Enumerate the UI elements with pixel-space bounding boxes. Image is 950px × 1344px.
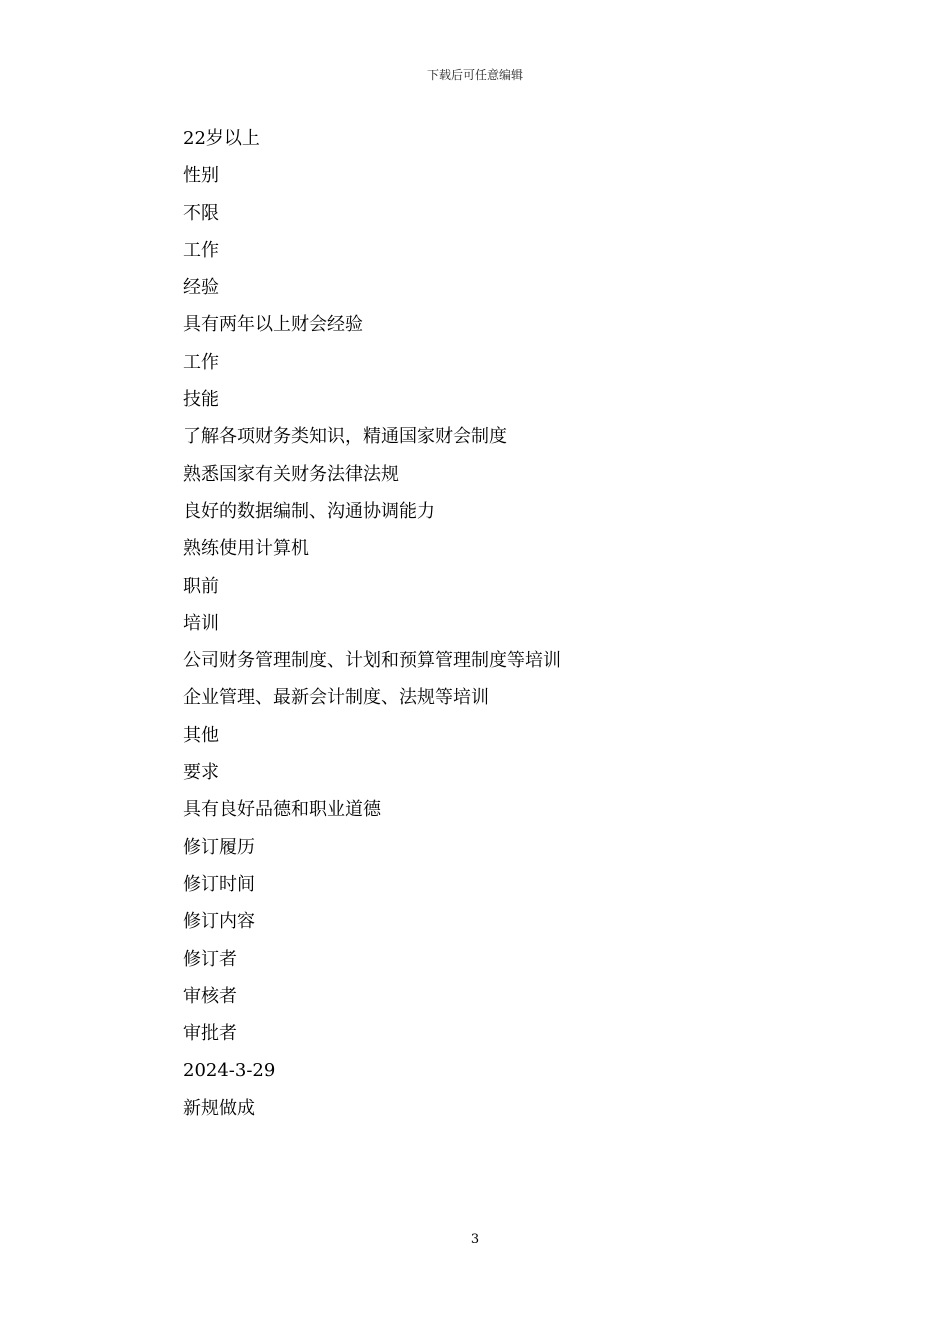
page-number: 3 (470, 1232, 480, 1247)
text-line: 修订履历 (183, 836, 255, 858)
text-line: 具有良好品德和职业道德 (183, 799, 381, 821)
text-line: 新规做成 (183, 1097, 255, 1119)
text-line: 工作 (183, 351, 219, 373)
text-line: 技能 (183, 389, 219, 411)
text-line: 了解各项财务类知识，精通国家财会制度 (183, 426, 507, 448)
text-line: 审核者 (183, 985, 237, 1007)
text-line: 修订者 (183, 948, 237, 970)
text-line: 不限 (183, 202, 219, 224)
text-line: 审批者 (183, 1023, 237, 1045)
text-line: 培训 (183, 612, 219, 634)
text-line: 具有两年以上财会经验 (183, 314, 363, 336)
text-line: 22岁以上 (183, 128, 260, 149)
text-line: 熟悉国家有关财务法律法规 (183, 463, 399, 485)
text-line: 经验 (183, 277, 219, 299)
text-line: 工作 (183, 239, 219, 261)
text-line: 2024-3-29 (183, 1060, 276, 1082)
text-line: 公司财务管理制度、计划和预算管理制度等培训 (183, 650, 561, 672)
text-line: 其他 (183, 724, 219, 746)
document-body (183, 120, 803, 1127)
text-line: 职前 (183, 575, 219, 597)
text-line: 修订内容 (183, 911, 255, 933)
page-header: 下载后可任意编辑 (426, 68, 523, 82)
text-line: 修订时间 (183, 873, 255, 895)
text-line: 性别 (183, 165, 219, 187)
text-line: 要求 (183, 762, 219, 784)
text-line: 企业管理、最新会计制度、法规等培训 (183, 687, 489, 709)
text-line: 良好的数据编制、沟通协调能力 (183, 500, 435, 522)
text-line: 熟练使用计算机 (183, 538, 309, 560)
